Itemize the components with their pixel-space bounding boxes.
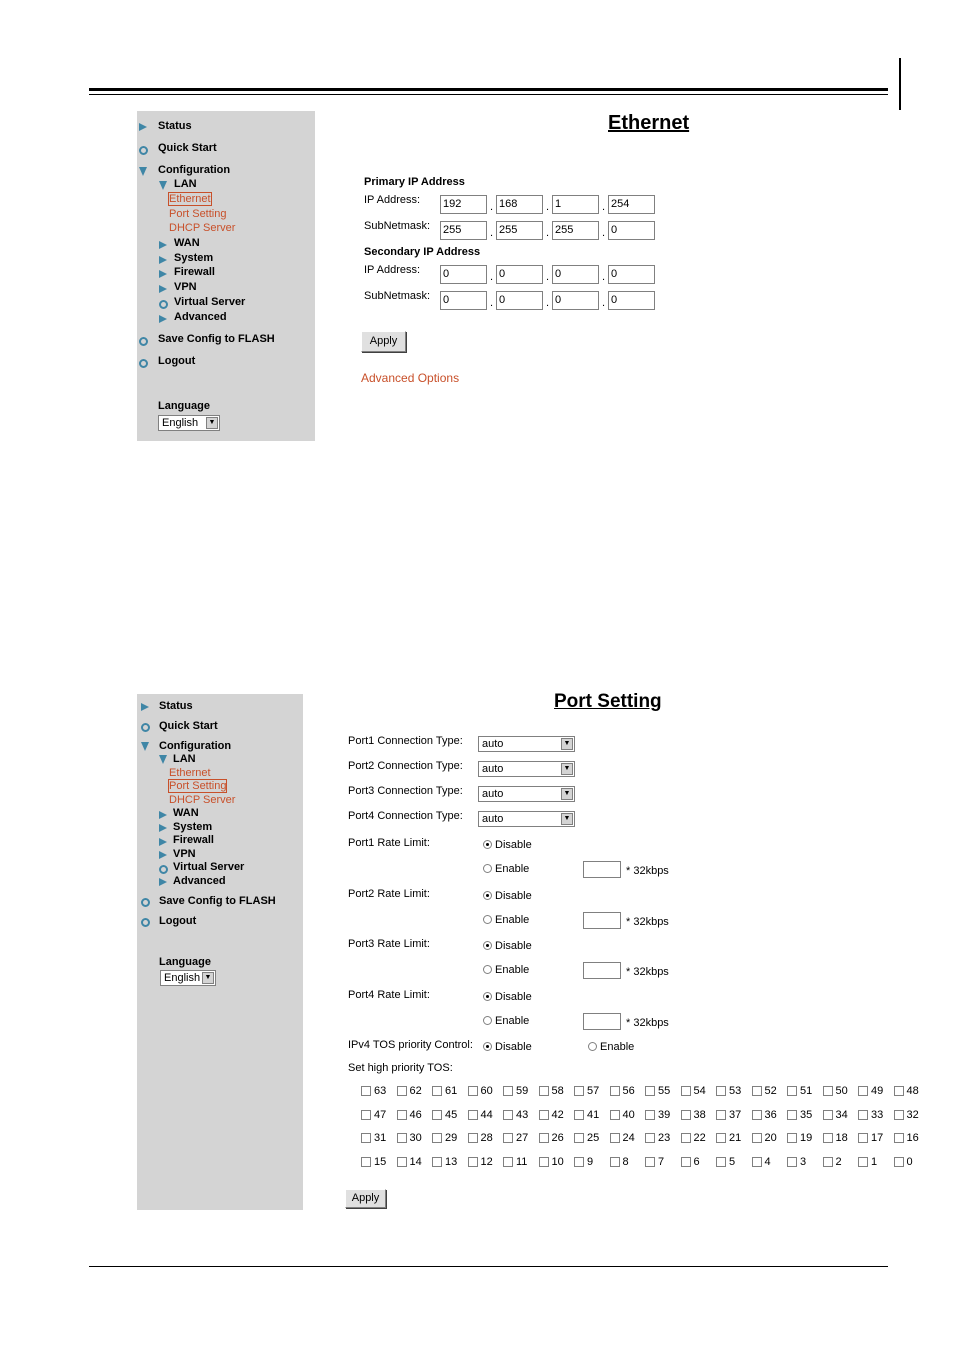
secondary-heading: Secondary IP Address (364, 246, 481, 258)
tos-checkbox-label: 8 (622, 1155, 629, 1168)
rate-disable-label: Disable (495, 839, 532, 851)
tos-checkbox-label: 27 (516, 1132, 529, 1144)
primary-ip-field-1[interactable]: 192 (440, 195, 487, 214)
rate-disable-radio[interactable] (483, 941, 492, 950)
tos-checkbox[interactable] (823, 1110, 833, 1120)
advanced-options-link[interactable]: Advanced Options (361, 371, 460, 385)
tos-checkbox-label: 18 (835, 1132, 848, 1144)
rate-disable-label: Disable (495, 940, 532, 952)
mask-label: SubNetmask: (364, 220, 431, 232)
nav-quick-start[interactable]: Quick Start (159, 720, 218, 732)
rate-limit-label: Port3 Rate Limit: (348, 938, 430, 950)
circle-icon (141, 918, 150, 927)
language-select[interactable] (158, 415, 220, 431)
tos-checkbox[interactable] (716, 1086, 726, 1096)
tos-checkbox-label: 19 (800, 1132, 813, 1144)
nav-save-config[interactable]: Save Config to FLASH (158, 333, 275, 345)
tos-checkbox-label: 33 (871, 1108, 884, 1121)
arrow-down-icon (159, 181, 167, 190)
tos-checkbox[interactable] (432, 1157, 442, 1167)
nav-dhcp-server[interactable]: DHCP Server (169, 794, 236, 806)
tos-checkbox[interactable] (681, 1110, 691, 1120)
secondary-ip-field-1[interactable]: 0 (440, 265, 487, 284)
rate-limit-label: Port2 Rate Limit: (348, 887, 430, 900)
nav-port-setting[interactable]: Port Setting (169, 208, 227, 220)
ip-label: IP Address: (364, 194, 421, 206)
arrow-right-icon (159, 241, 167, 249)
tos-checkbox[interactable] (397, 1133, 407, 1143)
tos-checkbox[interactable] (894, 1133, 904, 1143)
tos-checkbox[interactable] (752, 1157, 762, 1167)
connection-type-value: auto (482, 738, 504, 750)
tos-checkbox-label: 20 (764, 1132, 777, 1144)
connection-type-select[interactable] (478, 811, 575, 827)
nav-advanced[interactable]: Advanced (173, 875, 226, 887)
tos-checkbox[interactable] (539, 1157, 549, 1167)
tos-checkbox-label: 13 (445, 1155, 458, 1168)
connection-type-value: auto (482, 788, 504, 800)
rate-enable-radio[interactable] (483, 915, 492, 924)
language-label: Language (158, 400, 210, 412)
rate-disable-radio[interactable] (483, 840, 492, 849)
circle-icon (141, 898, 150, 907)
nav-advanced[interactable]: Advanced (174, 311, 227, 323)
tos-checkbox-label: 22 (693, 1132, 706, 1144)
tos-checkbox[interactable] (361, 1110, 371, 1120)
arrow-right-icon (159, 315, 167, 323)
tos-checkbox-label: 9 (587, 1155, 594, 1168)
primary-ip-field-3[interactable]: 1 (552, 195, 599, 214)
rate-enable-label: Enable (495, 913, 530, 926)
rate-limit-label: Port4 Rate Limit: (348, 988, 430, 1001)
tos-checkbox[interactable] (468, 1133, 478, 1143)
header-rule (89, 88, 888, 91)
kbps-unit: * 32kbps (626, 865, 669, 877)
tos-checkbox-label: 32 (906, 1108, 919, 1121)
tos-checkbox-label: 39 (658, 1108, 671, 1121)
nav-vpn[interactable]: VPN (174, 281, 197, 293)
nav-firewall[interactable]: Firewall (173, 834, 214, 846)
circle-icon (141, 723, 150, 732)
connection-type-value: auto (482, 813, 504, 825)
nav-firewall[interactable]: Firewall (174, 266, 215, 278)
tos-checkbox[interactable] (645, 1110, 655, 1120)
nav-status[interactable]: Status (159, 700, 193, 712)
tos-checkbox[interactable] (858, 1086, 868, 1096)
arrow-right-icon (159, 878, 167, 886)
nav-lan[interactable]: LAN (173, 753, 196, 765)
header-rule-thin (89, 94, 888, 95)
tos-checkbox[interactable] (681, 1133, 691, 1143)
tos-checkbox-label: 28 (480, 1132, 493, 1144)
nav-wan[interactable]: WAN (174, 237, 200, 249)
apply-button[interactable]: Apply (361, 331, 406, 352)
tos-checkbox-label: 16 (906, 1132, 919, 1144)
secondary-ip-field-4[interactable]: 0 (608, 265, 655, 284)
tos-checkbox[interactable] (574, 1110, 584, 1120)
tos-checkbox-label: 47 (374, 1108, 387, 1121)
rate-enable-radio[interactable] (483, 864, 492, 873)
arrow-right-icon (159, 851, 167, 859)
chevron-down-icon: ▼ (202, 972, 214, 984)
language-value: English (162, 417, 199, 429)
tos-checkbox-label: 62 (409, 1085, 422, 1097)
arrow-right-icon (159, 256, 167, 264)
connection-type-label: Port2 Connection Type: (348, 760, 463, 772)
connection-type-select[interactable] (478, 786, 575, 802)
tos-checkbox-label: 52 (764, 1085, 777, 1097)
chevron-down-icon: ▼ (561, 738, 573, 750)
tos-checkbox[interactable] (858, 1133, 868, 1143)
tos-checkbox-label: 57 (587, 1085, 600, 1097)
tos-checkbox[interactable] (787, 1133, 797, 1143)
tos-checkbox[interactable] (681, 1157, 691, 1167)
page-marker-bar (899, 58, 901, 110)
secondary-mask-field-4[interactable]: 0 (608, 291, 655, 310)
tos-checkbox[interactable] (645, 1086, 655, 1096)
nav-wan[interactable]: WAN (173, 807, 199, 819)
tos-checkbox[interactable] (787, 1157, 797, 1167)
tos-checkbox[interactable] (397, 1157, 407, 1167)
nav-vpn[interactable]: VPN (173, 848, 196, 860)
tos-checkbox[interactable] (468, 1110, 478, 1120)
tos-checkbox[interactable] (503, 1110, 513, 1120)
tos-checkbox-label: 14 (409, 1155, 422, 1168)
circle-icon (159, 865, 168, 874)
tos-checkbox-label: 49 (871, 1085, 884, 1097)
tos-checkbox[interactable] (610, 1110, 620, 1120)
tos-checkbox[interactable] (503, 1133, 513, 1143)
arrow-right-icon (141, 703, 149, 711)
tos-checkbox-label: 24 (622, 1132, 635, 1144)
tos-checkbox[interactable] (397, 1086, 407, 1096)
tos-checkbox-label: 17 (871, 1132, 884, 1144)
kbps-unit: * 32kbps (626, 915, 669, 928)
secondary-mask-field-1[interactable]: 0 (440, 291, 487, 310)
tos-checkbox[interactable] (645, 1133, 655, 1143)
tos-checkbox[interactable] (823, 1157, 833, 1167)
nav-virtual-server[interactable]: Virtual Server (174, 296, 246, 308)
nav-lan[interactable]: LAN (174, 178, 197, 190)
nav-save-config[interactable]: Save Config to FLASH (159, 895, 276, 907)
tos-checkbox[interactable] (397, 1110, 407, 1120)
nav-logout[interactable]: Logout (159, 915, 197, 927)
nav-dhcp-server[interactable]: DHCP Server (169, 222, 236, 234)
primary-heading: Primary IP Address (364, 176, 465, 188)
tos-checkbox-label: 5 (729, 1155, 736, 1168)
tos-checkbox[interactable] (468, 1086, 478, 1096)
connection-type-select[interactable] (478, 736, 575, 752)
arrow-down-icon (139, 167, 147, 176)
tos-checkbox-label: 58 (551, 1085, 564, 1097)
tos-checkbox-label: 4 (764, 1155, 771, 1168)
connection-type-select[interactable] (478, 761, 575, 777)
tos-checkbox-label: 26 (551, 1132, 564, 1144)
tos-checkbox-label: 29 (445, 1132, 458, 1144)
rate-enable-radio[interactable] (483, 965, 492, 974)
page-title: Ethernet (608, 112, 690, 134)
tos-checkbox-label: 38 (693, 1108, 706, 1121)
rate-limit-input[interactable] (583, 1013, 621, 1030)
nav-system[interactable]: System (174, 252, 214, 264)
tos-checkbox-label: 34 (835, 1108, 848, 1121)
arrow-right-icon (159, 285, 167, 293)
tos-checkbox[interactable] (610, 1086, 620, 1096)
tos-checkbox[interactable] (432, 1110, 442, 1120)
connection-type-label: Port4 Connection Type: (348, 810, 463, 822)
tos-enable-radio[interactable] (588, 1042, 597, 1051)
tos-checkbox[interactable] (610, 1157, 620, 1167)
tos-checkbox[interactable] (468, 1157, 478, 1167)
tos-checkbox[interactable] (716, 1110, 726, 1120)
tos-checkbox-label: 25 (587, 1132, 600, 1144)
tos-checkbox-label: 21 (729, 1132, 742, 1144)
tos-checkbox[interactable] (752, 1086, 762, 1096)
tos-checkbox-label: 35 (800, 1108, 813, 1121)
tos-checkbox[interactable] (823, 1086, 833, 1096)
rate-disable-label: Disable (495, 990, 532, 1003)
tos-checkbox-label: 45 (445, 1108, 458, 1121)
rate-enable-label: Enable (495, 964, 530, 976)
chevron-down-icon: ▼ (206, 417, 218, 429)
tos-checkbox[interactable] (539, 1086, 549, 1096)
tos-checkbox-label: 11 (516, 1155, 528, 1168)
footer-rule (89, 1266, 888, 1267)
apply-button[interactable]: Apply (345, 1189, 386, 1208)
tos-checkbox-label: 3 (800, 1155, 807, 1168)
tos-checkbox[interactable] (610, 1133, 620, 1143)
rate-enable-label: Enable (495, 863, 530, 875)
primary-mask-field-2[interactable]: 255 (496, 221, 543, 240)
tos-checkbox[interactable] (894, 1157, 904, 1167)
primary-mask-field-3[interactable]: 255 (552, 221, 599, 240)
tos-checkbox-label: 51 (800, 1085, 813, 1097)
nav-logout[interactable]: Logout (158, 355, 196, 367)
tos-checkbox[interactable] (361, 1086, 371, 1096)
primary-ip-field-2[interactable]: 168 (496, 195, 543, 214)
nav-quick-start[interactable]: Quick Start (158, 142, 217, 154)
rate-enable-radio[interactable] (483, 1016, 492, 1025)
connection-type-value: auto (482, 763, 504, 775)
tos-checkbox[interactable] (574, 1086, 584, 1096)
tos-checkbox-label: 7 (658, 1155, 665, 1168)
rate-enable-label: Enable (495, 1014, 530, 1027)
language-value: English (164, 972, 201, 984)
tos-checkbox[interactable] (752, 1110, 762, 1120)
tos-checkbox[interactable] (716, 1157, 726, 1167)
tos-checkbox-label: 48 (906, 1085, 919, 1097)
rate-limit-input[interactable] (583, 861, 621, 878)
tos-checkbox-label: 31 (374, 1132, 387, 1144)
tos-checkbox-label: 43 (516, 1108, 529, 1121)
rate-disable-radio[interactable] (483, 992, 492, 1001)
tos-checkbox[interactable] (645, 1157, 655, 1167)
tos-checkbox-label: 40 (622, 1108, 635, 1121)
tos-checkbox-label: 15 (374, 1155, 387, 1168)
nav-status[interactable]: Status (158, 120, 192, 132)
circle-icon (139, 146, 148, 155)
tos-checkbox-label: 59 (516, 1085, 529, 1097)
connection-type-label: Port1 Connection Type: (348, 735, 463, 747)
nav-ethernet[interactable]: Ethernet (169, 193, 211, 205)
tos-checkbox[interactable] (787, 1110, 797, 1120)
language-select[interactable] (160, 970, 216, 986)
circle-icon (139, 337, 148, 346)
tos-checkbox-label: 6 (693, 1155, 700, 1168)
arrow-right-icon (159, 811, 167, 819)
rate-limit-input[interactable] (583, 962, 621, 979)
nav-configuration[interactable]: Configuration (158, 164, 231, 176)
tos-checkbox-label: 37 (729, 1108, 742, 1121)
arrow-right-icon (139, 123, 147, 131)
tos-high-label: Set high priority TOS: (348, 1062, 453, 1074)
tos-checkbox[interactable] (432, 1133, 442, 1143)
rate-disable-label: Disable (495, 889, 532, 902)
tos-checkbox-label: 60 (480, 1085, 493, 1097)
rate-limit-input[interactable] (583, 912, 621, 929)
tos-checkbox-label: 50 (835, 1085, 848, 1097)
tos-disable-radio[interactable] (483, 1042, 492, 1051)
page-title: Port Setting (554, 691, 662, 712)
tos-checkbox-label: 46 (409, 1108, 422, 1121)
tos-checkbox-label: 12 (480, 1155, 493, 1168)
secondary-mask-field-2[interactable]: 0 (496, 291, 543, 310)
rate-limit-label: Port1 Rate Limit: (348, 837, 430, 849)
nav-port-setting[interactable]: Port Setting (169, 780, 227, 792)
chevron-down-icon: ▼ (561, 813, 573, 825)
tos-checkbox[interactable] (539, 1110, 549, 1120)
tos-checkbox-label: 23 (658, 1132, 671, 1144)
tos-control-label: IPv4 TOS priority Control: (348, 1039, 473, 1051)
tos-checkbox-label: 1 (871, 1155, 878, 1168)
tos-checkbox-label: 44 (480, 1108, 493, 1121)
nav-system[interactable]: System (173, 821, 213, 833)
tos-checkbox-label: 55 (658, 1085, 671, 1097)
kbps-unit: * 32kbps (626, 1016, 669, 1029)
language-label: Language (159, 956, 211, 968)
tos-checkbox[interactable] (823, 1133, 833, 1143)
tos-checkbox[interactable] (681, 1086, 691, 1096)
tos-checkbox-label: 54 (693, 1085, 706, 1097)
tos-checkbox[interactable] (503, 1086, 513, 1096)
tos-checkbox[interactable] (787, 1086, 797, 1096)
connection-type-label: Port3 Connection Type: (348, 785, 463, 797)
tos-checkbox[interactable] (574, 1133, 584, 1143)
arrow-right-icon (159, 270, 167, 278)
secondary-ip-field-3[interactable]: 0 (552, 265, 599, 284)
tos-checkbox[interactable] (361, 1157, 371, 1167)
secondary-mask-field-3[interactable]: 0 (552, 291, 599, 310)
tos-checkbox-label: 10 (551, 1155, 564, 1168)
arrow-down-icon (141, 742, 149, 751)
nav-ethernet[interactable]: Ethernet (169, 767, 211, 779)
nav-virtual-server[interactable]: Virtual Server (173, 861, 245, 873)
rate-disable-radio[interactable] (483, 891, 492, 900)
primary-mask-field-4[interactable]: 0 (608, 221, 655, 240)
tos-enable-label: Enable (600, 1041, 635, 1053)
circle-icon (159, 300, 168, 309)
tos-checkbox-label: 63 (374, 1085, 387, 1097)
tos-checkbox[interactable] (716, 1133, 726, 1143)
chevron-down-icon: ▼ (561, 788, 573, 800)
tos-checkbox-label: 36 (764, 1108, 777, 1121)
tos-checkbox-label: 53 (729, 1085, 742, 1097)
arrow-right-icon (159, 838, 167, 846)
tos-checkbox[interactable] (574, 1157, 584, 1167)
tos-checkbox[interactable] (503, 1157, 513, 1167)
tos-checkbox[interactable] (894, 1086, 904, 1096)
arrow-down-icon (159, 755, 167, 764)
arrow-right-icon (159, 824, 167, 832)
tos-checkbox[interactable] (858, 1157, 868, 1167)
tos-checkbox-label: 0 (906, 1155, 913, 1168)
secondary-ip-field-2[interactable]: 0 (496, 265, 543, 284)
primary-ip-field-4[interactable]: 254 (608, 195, 655, 214)
nav-configuration[interactable]: Configuration (159, 740, 232, 752)
tos-checkbox[interactable] (858, 1110, 868, 1120)
circle-icon (139, 359, 148, 368)
tos-checkbox-label: 41 (587, 1108, 600, 1121)
tos-checkbox-label: 2 (835, 1155, 842, 1168)
tos-checkbox[interactable] (361, 1133, 371, 1143)
tos-checkbox-label: 42 (551, 1108, 564, 1121)
tos-checkbox[interactable] (894, 1110, 904, 1120)
tos-checkbox-label: 61 (445, 1085, 458, 1097)
chevron-down-icon: ▼ (561, 763, 573, 775)
primary-mask-field-1[interactable]: 255 (440, 221, 487, 240)
tos-checkbox-label: 56 (622, 1085, 635, 1097)
tos-checkbox-label: 30 (409, 1132, 422, 1144)
tos-disable-label: Disable (495, 1041, 532, 1053)
kbps-unit: * 32kbps (626, 966, 669, 978)
sidebar (137, 694, 303, 1210)
tos-checkbox[interactable] (432, 1086, 442, 1096)
ip-label: IP Address: (364, 264, 421, 276)
tos-checkbox[interactable] (752, 1133, 762, 1143)
tos-checkbox[interactable] (539, 1133, 549, 1143)
mask-label: SubNetmask: (364, 290, 431, 302)
